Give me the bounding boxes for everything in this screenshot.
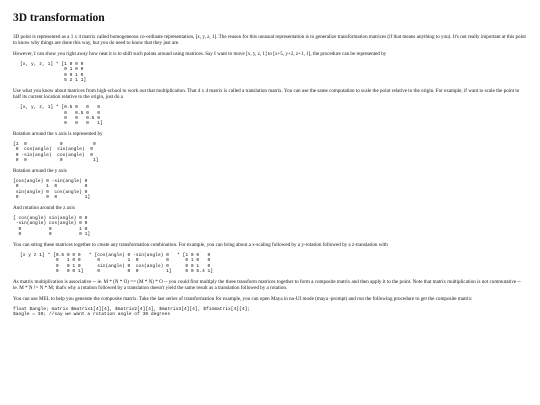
translation-matrix-block: [x, y, z, 1] * [1 0 0 0 0 1 0 0 0 0 1 0 5 2 1 1] — [20, 61, 87, 84]
z-rotation-heading: And rotation around the z axis — [13, 205, 75, 212]
intro-paragraph: 3D point is represented as a 1 x 4 matrix called homogeneous co-ordinate representation, [x, y, z, 1]. The reason for this unusual representation is to generalize transformation matrices (if that means anything to you). It's not really important at this point to know why things are done this way, but you do need to know that they just are. — [13, 34, 526, 47]
y-rotation-heading: Rotation around the y axis — [13, 168, 67, 175]
translation-intro-paragraph: However, I can show you right away how neat it is to shift such points around using matrices. Say I want to move [x, y, z, 1] to [x+5, y+2, z+1, 1], the procedure can be represented by — [13, 51, 387, 58]
mel-code-block: float $angle; matrix $matrix1[4][4], $matrix2[4][4], $matrix3[4][4], $finmatrix[4][4]; $angle = 30; //say we want a rotation angle of 30 degrees — [13, 306, 251, 318]
page-title: 3D transformation — [13, 12, 105, 24]
y-rotation-matrix-block: [cos(angle) 0 -sin(angle) 0 0 1 0 0 sin(angle) 0 cos(angle) 0 0 0 0 1] — [13, 178, 91, 201]
x-rotation-matrix-block: [1 0 0 0 0 cos(angle) sin(angle) 0 0 -sin(angle) cos(angle) 0 0 0 0 1] — [13, 142, 99, 164]
composition-paragraph: You can string these matrices together to create any transformation combination. For example, you can bring about a x-scaling followed by a y-rotation followed by a z-translation with — [13, 242, 388, 248]
associativity-paragraph: As matrix multiplication is associative -- ie. M * (N * O) == (M * N) * O -- you could first multiply the three transform matrices together to form a composite matrix and then apply it to the point. Note that matrix multiplication is not commutative -- ie. M * N != N * M; that's why a rotation followed by a translation doesn't yield the same result as a translation followed by a rotation. — [13, 278, 521, 292]
z-rotation-matrix-block: [ cos(angle) sin(angle) 0 0 -sin(angle) cos(angle) 0 0 0 0 1 0 0 0 0 1] — [13, 215, 91, 238]
scaling-matrix-block: [x, y, z, 1] * [0.5 0 0 0 0 0.5 0 0 0 0 0.5 0 0 0 0 1] — [20, 105, 103, 127]
scaling-paragraph: Use what you know about matrices from high-school to work out that multiplication. That 4 x 4 matrix is called a translation matrix. You can use the same computation to scale the point relative to the origin. For example, if want to scale the point to half its current location relative to the origin, just do a — [13, 88, 520, 101]
composite-matrix-block: [x y z 1] * [0.5 0 0 0 * [cos(angle) 0 -sin(angle) 0 * [1 0 0 0 0 1 0 0 0 1 0 0 0 1 0 0 0 0 1 0 sin(angle) 0 cos(angle) 0 0 0 1 0 0 0 0 1] 0 0 0 1] 0 0 5.4 1] — [20, 252, 213, 275]
mel-paragraph: You can use MEL to help you generate the composite matrix. Take the last series of transformation for example, you can open Maya in no-UI mode (maya -prompt) and run the following procedure to get the composite matrix: — [13, 296, 473, 303]
x-rotation-heading: Rotation around the x axis is represented by — [13, 131, 103, 138]
